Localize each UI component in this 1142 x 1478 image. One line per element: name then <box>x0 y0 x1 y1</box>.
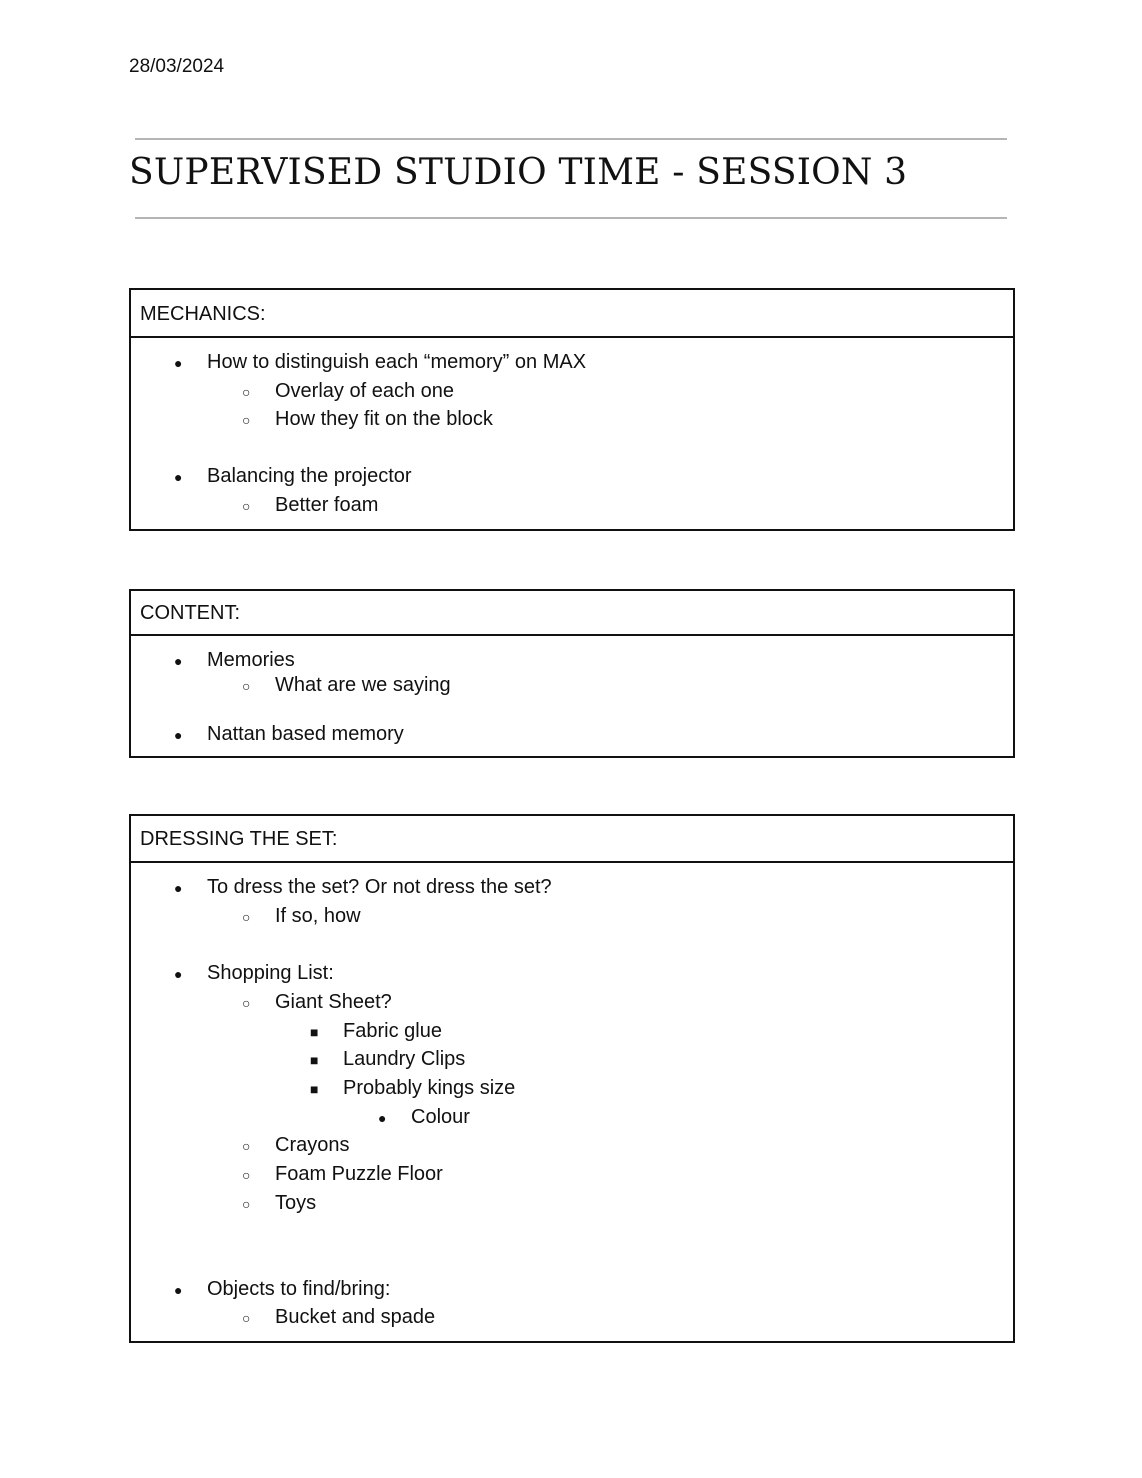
bullet-icon: ● <box>174 880 183 896</box>
dressing-heading: DRESSING THE SET: <box>131 816 1013 863</box>
bullet-icon: ● <box>174 653 183 669</box>
hollow-bullet-icon: ○ <box>242 909 251 925</box>
mechanics-heading: MECHANICS: <box>131 290 1013 338</box>
hollow-bullet-icon: ○ <box>242 1196 251 1212</box>
hollow-bullet-icon: ○ <box>242 384 251 400</box>
list-item: Memories <box>207 649 295 671</box>
content-section <box>129 589 1015 758</box>
bullet-icon: ● <box>378 1110 387 1126</box>
hollow-bullet-icon: ○ <box>242 412 251 428</box>
mechanics-section <box>129 288 1015 531</box>
list-item: Nattan based memory <box>207 723 404 745</box>
square-bullet-icon: ■ <box>310 1024 319 1040</box>
bullet-icon: ● <box>174 966 183 982</box>
bullet-icon: ● <box>174 469 183 485</box>
list-item: Fabric glue <box>343 1020 442 1042</box>
list-item: Better foam <box>275 494 379 516</box>
list-item: Overlay of each one <box>275 380 454 402</box>
document-date: 28/03/2024 <box>129 56 225 77</box>
square-bullet-icon: ■ <box>310 1081 319 1097</box>
hollow-bullet-icon: ○ <box>242 1310 251 1326</box>
hollow-bullet-icon: ○ <box>242 678 251 694</box>
bullet-icon: ● <box>174 1282 183 1298</box>
list-item: Colour <box>411 1106 470 1128</box>
bullet-icon: ● <box>174 727 183 743</box>
list-item: Giant Sheet? <box>275 991 392 1013</box>
list-item: Shopping List: <box>207 962 334 984</box>
dressing-section <box>129 814 1015 1343</box>
hollow-bullet-icon: ○ <box>242 995 251 1011</box>
list-item: Crayons <box>275 1134 350 1156</box>
list-item: If so, how <box>275 905 361 927</box>
page-title: SUPERVISED STUDIO TIME - SESSION 3 <box>129 152 908 193</box>
hollow-bullet-icon: ○ <box>242 498 251 514</box>
title-bottom-rule <box>135 217 1007 219</box>
list-item: Bucket and spade <box>275 1306 436 1328</box>
bullet-icon: ● <box>174 355 183 371</box>
list-item: How to distinguish each “memory” on MAX <box>207 351 587 373</box>
hollow-bullet-icon: ○ <box>242 1167 251 1183</box>
list-item: Balancing the projector <box>207 465 412 487</box>
list-item: How they fit on the block <box>275 408 493 430</box>
list-item: To dress the set? Or not dress the set? <box>207 876 552 898</box>
list-item: Laundry Clips <box>343 1048 466 1070</box>
list-item: Toys <box>275 1192 317 1214</box>
list-item: Objects to find/bring: <box>207 1278 391 1300</box>
list-item: Probably kings size <box>343 1077 516 1099</box>
list-item: What are we saying <box>275 674 451 696</box>
title-top-rule <box>135 138 1007 140</box>
hollow-bullet-icon: ○ <box>242 1138 251 1154</box>
content-heading: CONTENT: <box>131 591 1013 636</box>
list-item: Foam Puzzle Floor <box>275 1163 443 1185</box>
square-bullet-icon: ■ <box>310 1052 319 1068</box>
